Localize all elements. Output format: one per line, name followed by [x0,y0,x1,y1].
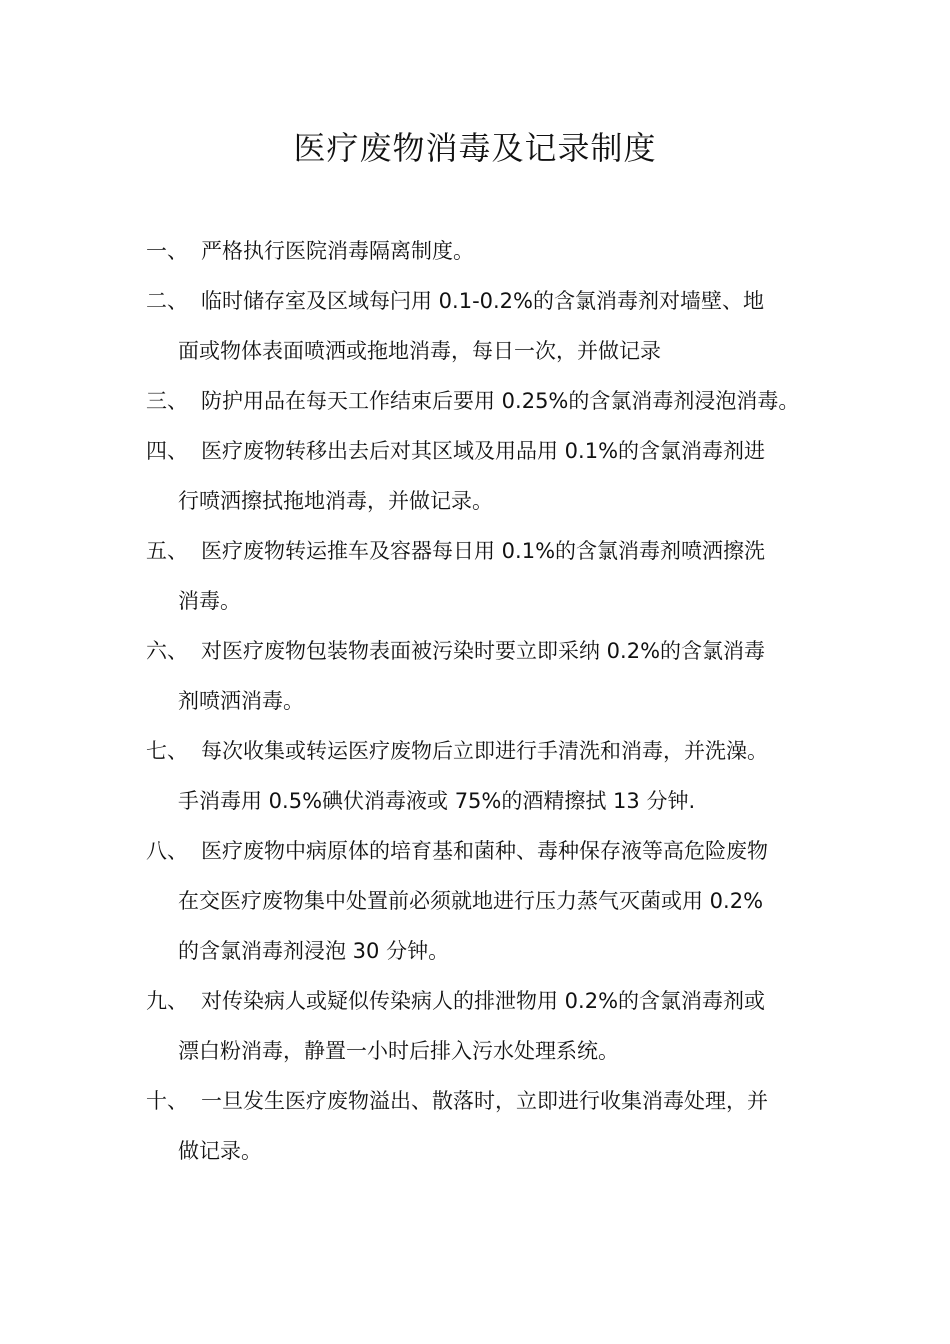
rule-text: 对医疗废物包装物表面被污染时要立即采纳 0.2%的含氯消毒 [201,639,766,663]
rules-list [146,226,836,1176]
rule-text-continuation: 手消毒用 0.5%碘伏消毒液或 75%的酒精擦拭 13 分钟. [178,789,696,813]
rule-text-continuation: 的含氯消毒剂浸泡 30 分钟。 [178,939,450,963]
rule-number: 六、 [146,639,188,663]
rule-text: 防护用品在每天工作结束后要用 0.25%的含氯消毒剂浸泡消毒。 [201,389,800,413]
rule-text: 医疗废物转运推车及容器每日用 0.1%的含氯消毒剂喷洒擦洗 [201,539,766,563]
rule-text: 临时储存室及区域每闩用 0.1-0.2%的含氯消毒剂对墙壁、地 [201,289,764,313]
rule-item [146,976,836,1076]
rule-text-continuation: 行喷洒擦拭拖地消毒，并做记录。 [178,489,493,513]
rule-text: 严格执行医院消毒隔离制度。 [201,239,474,263]
rule-item [146,426,836,526]
rule-item [146,626,836,726]
rule-number: 四、 [146,439,188,463]
document-title: 医疗废物消毒及记录制度 [293,129,657,167]
rule-item [146,376,836,426]
rule-number: 十、 [146,1089,188,1113]
rule-number: 三、 [146,389,188,413]
rule-number: 二、 [146,289,188,313]
rule-text-continuation: 面或物体表面喷洒或拖地消毒，每日一次，并做记录 [178,339,661,363]
rule-text: 医疗废物中病原体的培育基和菌种、毒种保存液等高危险废物 [201,839,768,863]
rule-number: 九、 [146,989,188,1013]
rule-text-continuation: 消毒。 [178,589,241,613]
rule-text: 医疗废物转移出去后对其区域及用品用 0.1%的含氯消毒剂进 [201,439,766,463]
rule-text: 一旦发生医疗废物溢出、散落时，立即进行收集消毒处理，并 [201,1089,768,1113]
rule-item [146,726,836,826]
rule-item [146,226,836,276]
rule-item [146,526,836,626]
rule-item [146,276,836,376]
rule-number: 五、 [146,539,188,563]
rule-text: 对传染病人或疑似传染病人的排泄物用 0.2%的含氯消毒剂或 [201,989,766,1013]
rule-item [146,1076,836,1176]
rule-text-continuation: 在交医疗废物集中处置前必须就地进行压力蒸气灭菌或用 0.2% [178,889,764,913]
rule-text-continuation: 漂白粉消毒，静置一小时后排入污水处理系统。 [178,1039,619,1063]
rule-item [146,826,836,976]
rule-number: 七、 [146,739,188,763]
rule-number: 八、 [146,839,188,863]
rule-text-continuation: 做记录。 [178,1139,262,1163]
rule-number: 一、 [146,239,188,263]
rule-text-continuation: 剂喷洒消毒。 [178,689,304,713]
rule-text: 每次收集或转运医疗废物后立即进行手清洗和消毒，并洗澡。 [201,739,768,763]
